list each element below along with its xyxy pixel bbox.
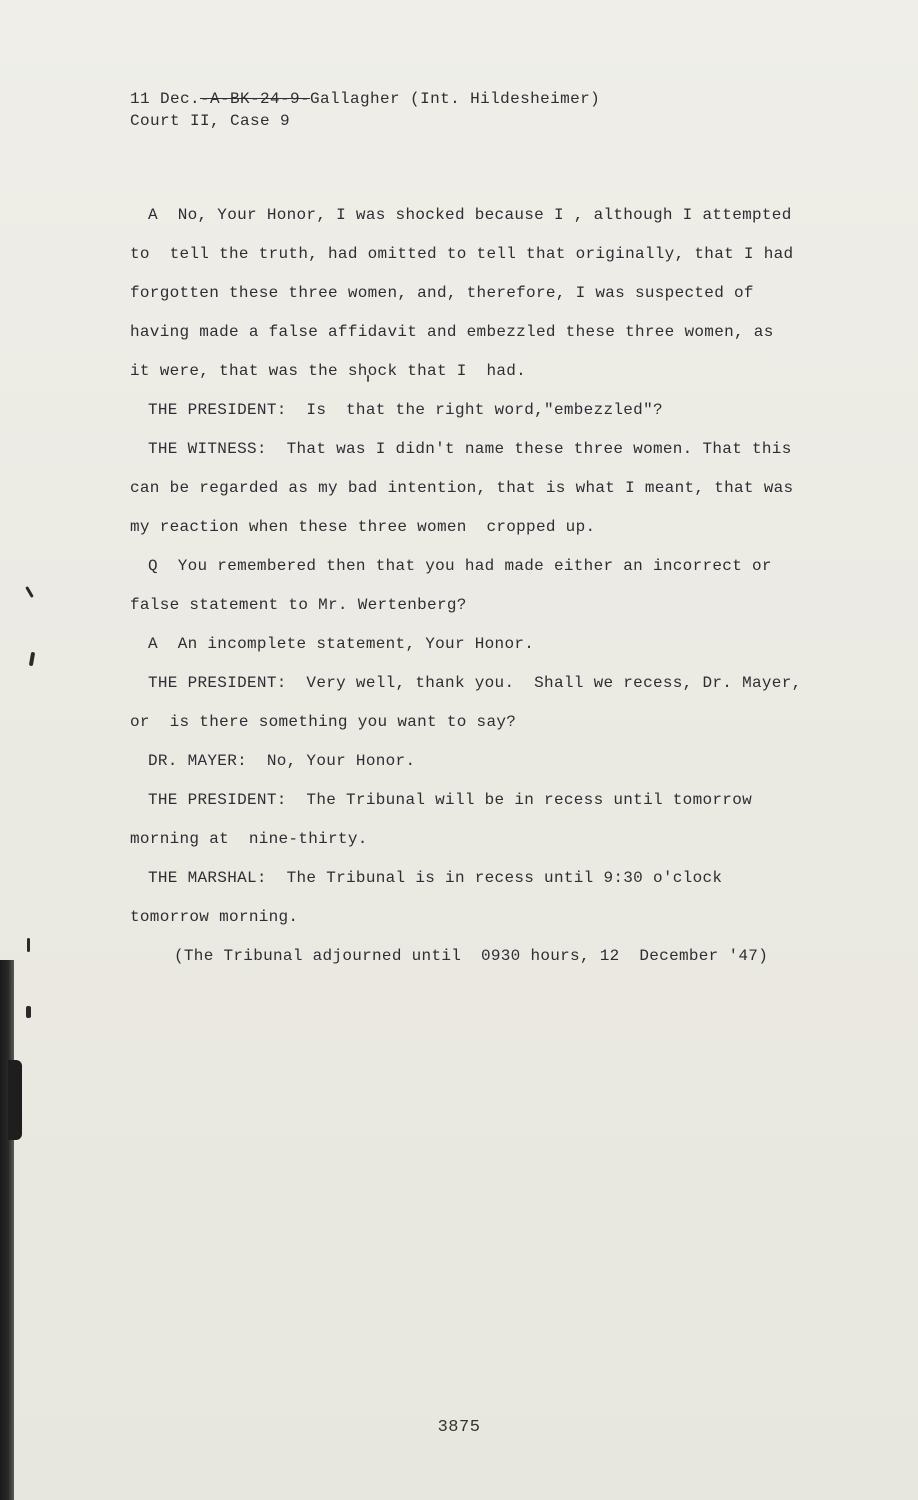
header-line-1 [130,88,600,110]
transcript-line: forgotten these three women, and, therefore, I was suspected of [130,284,754,302]
transcript-line: A An incomplete statement, Your Honor. [148,635,535,653]
margin-mark [27,938,30,952]
transcript-body [130,202,810,982]
transcript-line: tomorrow morning. [130,908,299,926]
transcript-line: (The Tribunal adjourned until 0930 hours, 12 December '47) [174,947,769,965]
page-number: 3875 [437,1418,481,1437]
transcript-line: my reaction when these three women cropped up. [130,518,596,536]
transcript-line: THE PRESIDENT: The Tribunal will be in recess until tomorrow [148,791,752,809]
margin-mark [25,586,34,598]
transcript-line: THE MARSHAL: The Tribunal is in recess until 9:30 o'clock [148,869,723,887]
header-struck-reference: -A-BK-24-9- [200,90,311,108]
transcript-line: DR. MAYER: No, Your Honor. [148,752,416,770]
transcript-line: morning at nine-thirty. [130,830,368,848]
header-reporter: Gallagher (Int. Hildesheimer) [310,90,601,108]
margin-mark [26,1006,31,1018]
header-date: 11 Dec. [130,90,201,108]
transcript-line: or is there something you want to say? [130,713,517,731]
scan-binding-tear [8,1060,22,1140]
transcript-line: having made a false affidavit and embezzled these three women, as [130,323,774,341]
transcript-line: Q You remembered then that you had made either an incorrect or [148,557,772,575]
document-header [130,88,600,132]
transcript-line: THE WITNESS: That was I didn't name these three women. That this [148,440,792,458]
transcript-line: THE PRESIDENT: Is that the right word,"embezzled"? [148,401,663,419]
margin-mark [29,652,35,666]
transcript-line: can be regarded as my bad intention, that is what I meant, that was [130,479,794,497]
transcript-line: THE PRESIDENT: Very well, thank you. Shall we recess, Dr. Mayer, [148,674,802,692]
transcript-line: to tell the truth, had omitted to tell that originally, that I had [130,245,794,263]
transcript-line: false statement to Mr. Wertenberg? [130,596,467,614]
transcript-line: it were, that was the shock that I had. [130,362,527,380]
header-line-2: Court II, Case 9 [130,112,291,130]
transcript-line: A No, Your Honor, I was shocked because I , although I attempted [148,206,792,224]
